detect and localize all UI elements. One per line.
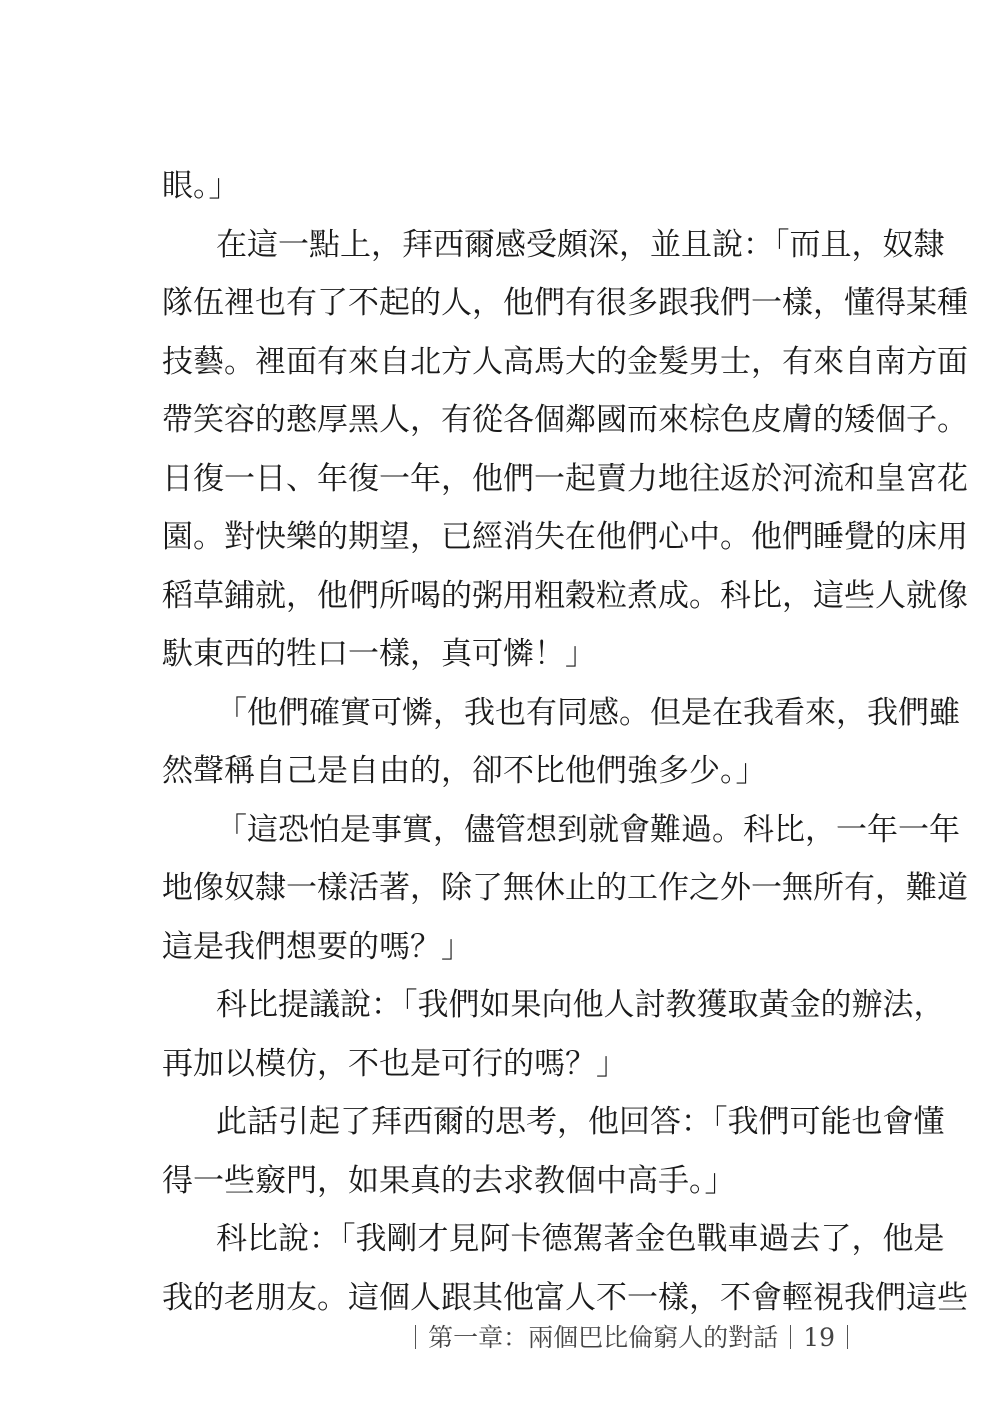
text-line: 馱東西的牲口一樣，真可憐！」 (162, 636, 596, 672)
text-line: 地像奴隸一樣活著，除了無休止的工作之外一無所有，難道 (162, 870, 968, 906)
text-line: 隊伍裡也有了不起的人，他們有很多跟我們一樣，懂得某種 (162, 285, 968, 321)
text-line: 得一些竅門，如果真的去求教個中高手。」 (162, 1162, 736, 1199)
text-line: 技藝。裡面有來自北方人高馬大的金髮男士，有來自南方面 (162, 343, 968, 380)
chapter-title: 第一章：兩個巴比倫窮人的對話 (428, 1323, 779, 1352)
text-line: 在這一點上，拜西爾感受頗深，並且說：「而且，奴隸 (216, 226, 945, 263)
text-line: 科比提議說：「我們如果向他人討教獲取黃金的辦法， (216, 987, 945, 1023)
footer-divider (847, 1325, 848, 1349)
text-line: 日復一日、年復一年，他們一起賣力地往返於河流和皇宮花 (162, 460, 968, 497)
body-text (162, 157, 968, 1327)
text-line: 再加以模仿，不也是可行的嗎？」 (162, 1045, 627, 1082)
text-line: 稻草鋪就，他們所喝的粥用粗穀粒煮成。科比，這些人就像 (162, 577, 968, 614)
text-line: 「他們確實可憐，我也有同感。但是在我看來，我們雖 (216, 694, 960, 731)
text-line: 此話引起了拜西爾的思考，他回答：「我們可能也會懂 (216, 1104, 945, 1140)
text-line: 我的老朋友。這個人跟其他富人不一樣，不會輕視我們這些 (162, 1279, 968, 1316)
text-line: 帶笑容的憨厚黑人，有從各個鄰國而來棕色皮膚的矮個子。 (162, 402, 968, 438)
text-line: 科比說：「我剛才見阿卡德駕著金色戰車過去了，他是 (216, 1221, 945, 1257)
text-line: 然聲稱自己是自由的，卻不比他們強多少。」 (162, 753, 767, 789)
text-line: 園。對快樂的期望，已經消失在他們心中。他們睡覺的床用 (162, 519, 968, 555)
page-footer (403, 1318, 860, 1354)
page-number: 19 (803, 1323, 835, 1352)
text-line: 「這恐怕是事實，儘管想到就會難過。科比，一年一年 (216, 811, 960, 848)
footer-divider (790, 1325, 791, 1349)
text-line: 這是我們想要的嗎？」 (162, 928, 472, 965)
text-line: 眼。」 (162, 168, 240, 204)
footer-divider (415, 1325, 416, 1349)
